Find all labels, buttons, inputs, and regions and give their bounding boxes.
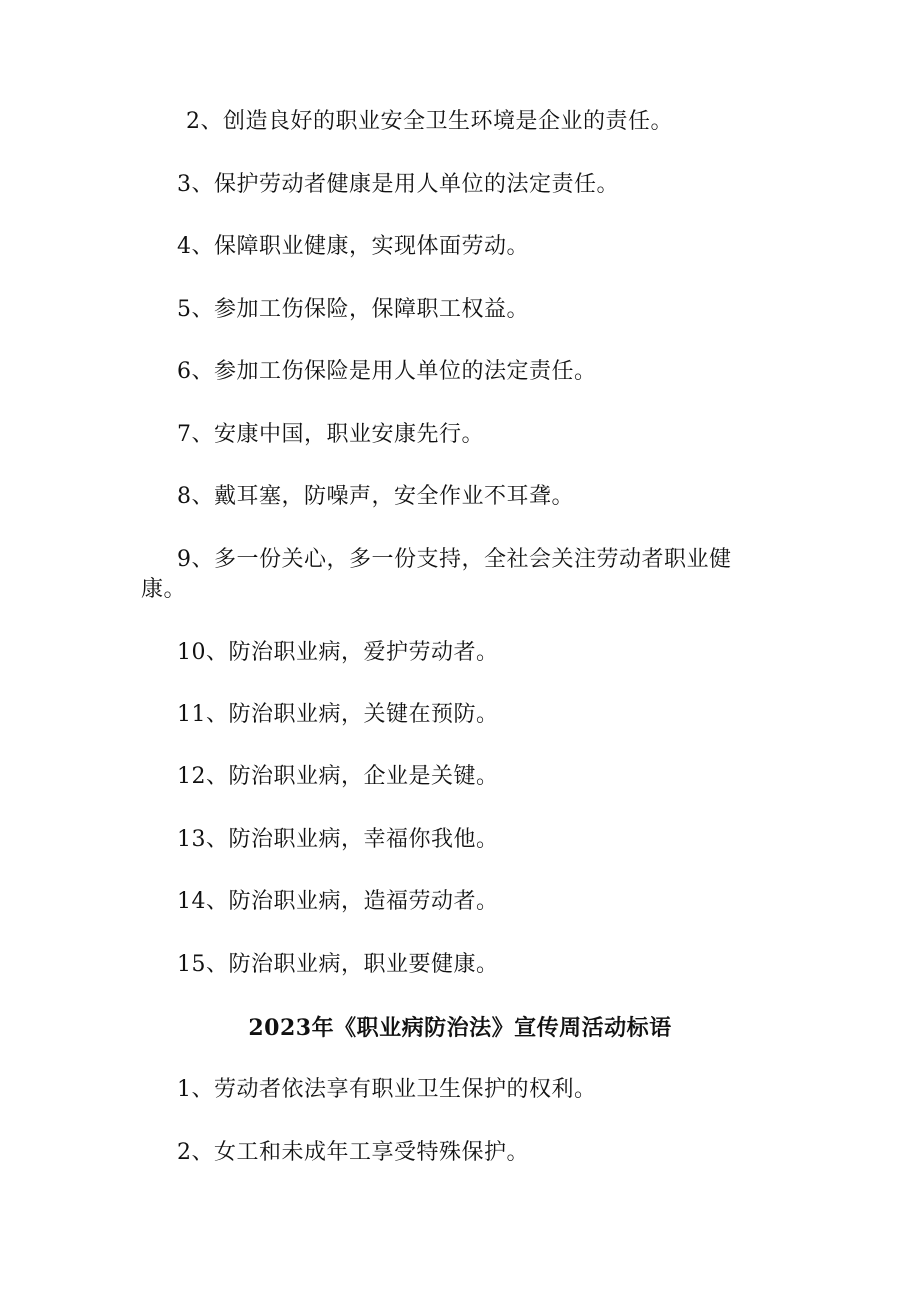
slogan-item: 3、保护劳动者健康是用人单位的法定责任。	[177, 172, 619, 197]
slogan-item: 5、参加工伤保险，保障职工权益。	[177, 297, 529, 322]
slogan-item: 9、多一份关心，多一份支持，全社会关注劳动者职业健康。	[141, 547, 732, 602]
slogan-item: 6、参加工伤保险是用人单位的法定责任。	[177, 359, 597, 384]
slogan-item: 2、女工和未成年工享受特殊保护。	[177, 1140, 529, 1165]
slogan-item: 7、安康中国，职业安康先行。	[177, 422, 484, 447]
slogan-item: 1、劳动者依法享有职业卫生保护的权利。	[177, 1077, 597, 1102]
slogan-item: 11、防治职业病，关键在预防。	[177, 702, 499, 727]
slogan-item: 4、保障职业健康，实现体面劳动。	[177, 234, 529, 259]
slogan-item: 8、戴耳塞，防噪声，安全作业不耳聋。	[177, 484, 574, 509]
slogan-item: 2、创造良好的职业安全卫生环境是企业的责任。	[186, 109, 673, 134]
slogan-item: 15、防治职业病，职业要健康。	[177, 952, 499, 977]
slogan-item: 12、防治职业病，企业是关键。	[177, 764, 499, 789]
slogan-item: 10、防治职业病，爱护劳动者。	[177, 640, 499, 665]
slogan-item: 14、防治职业病，造福劳动者。	[177, 889, 499, 914]
section-heading: 2023年《职业病防治法》宣传周活动标语	[248, 1015, 672, 1041]
slogan-item: 13、防治职业病，幸福你我他。	[177, 827, 499, 852]
